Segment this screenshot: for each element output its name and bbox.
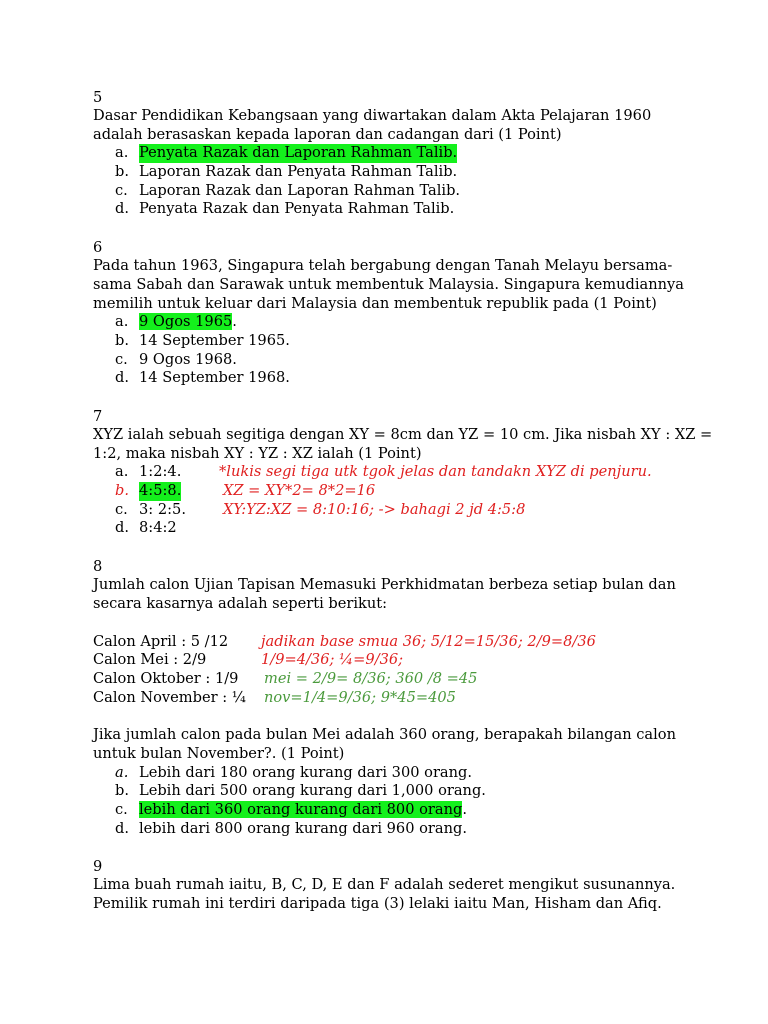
option-a <box>93 144 693 163</box>
working-note: nov=1/4=9/36; 9*45=405 <box>264 688 456 706</box>
option-letter: b. <box>115 331 129 349</box>
option-text-wrap <box>139 801 467 820</box>
option-letter: d. <box>115 200 129 218</box>
option-suffix: . <box>232 313 237 331</box>
option-letter: c. <box>115 500 128 518</box>
question-9 <box>93 857 693 913</box>
option-text: Laporan Razak dan Laporan Rahman Talib. <box>139 181 461 199</box>
question-5 <box>93 88 693 219</box>
option-a <box>93 313 693 332</box>
option-text: Penyata Razak dan Penyata Rahman Talib. <box>139 200 455 218</box>
question-text: Lima buah rumah iaitu, B, C, D, E dan F adalah sederet mengikut susunannya. <box>93 876 676 894</box>
option-d <box>93 820 693 839</box>
question-7 <box>93 407 713 538</box>
question-text: Pemilik rumah ini terdiri daripada tiga (3) lelaki iaitu Man, Hisham dan Afiq. <box>93 895 662 913</box>
option-text: 14 September 1965. <box>139 331 290 349</box>
question-number: 6 <box>93 239 103 257</box>
working-note: mei = 2/9= 8/36; 360 /8 =45 <box>264 669 478 687</box>
working-note: jadikan base smua 36; 5/12=15/36; 2/9=8/36 <box>261 632 596 650</box>
option-d <box>93 200 693 219</box>
option-text: Laporan Razak dan Penyata Rahman Talib. <box>139 163 458 181</box>
question-text: XYZ ialah sebuah segitiga dengan XY = 8cm dan YZ = 10 cm. Jika nisbah XY : XZ = <box>93 426 713 444</box>
question-number: 7 <box>93 408 103 426</box>
option-suffix: . <box>462 801 467 819</box>
option-letter: b. <box>115 163 129 181</box>
option-letter: b. <box>115 482 129 500</box>
question-text: Jika jumlah calon pada bulan Mei adalah 360 orang, berapakah bilangan calon <box>93 726 676 744</box>
option-text-correct: lebih dari 360 orang kurang dari 800 orang <box>139 801 463 819</box>
option-c <box>93 182 693 201</box>
option-letter: a. <box>115 763 129 781</box>
question-text: memilih untuk keluar dari Malaysia dan membentuk republik pada (1 Point) <box>93 294 657 312</box>
option-text: 8:4:2 <box>139 519 177 537</box>
option-letter: a. <box>115 463 129 481</box>
handwritten-note: *lukis segi tiga utk tgok jelas dan tandakn XYZ di penjuru. <box>219 463 652 481</box>
option-b <box>93 163 693 182</box>
working-note: 1/9=4/36; ¼=9/36; <box>261 651 404 669</box>
question-8 <box>93 557 693 838</box>
question-number: 5 <box>93 89 103 106</box>
option-text-correct: 9 Ogos 1965 <box>139 313 233 331</box>
question-number: 8 <box>93 558 103 576</box>
option-letter: c. <box>115 801 128 819</box>
option-d <box>93 519 693 538</box>
option-text: 1:2:4. <box>139 463 182 481</box>
calon-label: Calon Oktober : 1/9 <box>93 669 239 687</box>
question-number: 9 <box>93 858 103 876</box>
option-letter: a. <box>115 144 129 162</box>
option-text: 3: 2:5. <box>139 500 186 518</box>
question-text: secara kasarnya adalah seperti berikut: <box>93 594 388 612</box>
calon-label: Calon April : 5 /12 <box>93 632 229 650</box>
option-letter: d. <box>115 369 129 387</box>
question-text: 1:2, maka nisbah XY : YZ : XZ ialah (1 Point) <box>93 444 422 462</box>
question-6 <box>93 238 693 388</box>
calon-label: Calon November : ¼ <box>93 688 246 706</box>
option-a <box>93 463 693 482</box>
option-b <box>93 782 693 801</box>
question-text: untuk bulan November?. (1 Point) <box>93 745 345 763</box>
option-b <box>93 332 693 351</box>
option-letter: c. <box>115 350 128 368</box>
calon-label: Calon Mei : 2/9 <box>93 651 207 669</box>
question-text: Jumlah calon Ujian Tapisan Memasuki Perkhidmatan berbeza setiap bulan dan <box>93 576 676 594</box>
question-text: Dasar Pendidikan Kebangsaan yang diwartakan dalam Akta Pelajaran 1960 <box>93 107 652 124</box>
option-letter: b. <box>115 782 129 800</box>
option-text-correct: 4:5:8. <box>139 482 182 500</box>
option-b <box>93 482 693 501</box>
option-text: Lebih dari 180 orang kurang dari 300 orang. <box>139 763 472 781</box>
calon-row <box>93 633 693 652</box>
question-text: Pada tahun 1963, Singapura telah bergabung dengan Tanah Melayu bersama- <box>93 257 673 275</box>
option-text: 9 Ogos 1968. <box>139 350 237 368</box>
option-letter: d. <box>115 519 129 537</box>
option-text: 14 September 1968. <box>139 369 290 387</box>
handwritten-note: XY:YZ:XZ = 8:10:16; -> bahagi 2 jd 4:5:8 <box>223 500 526 518</box>
calon-row <box>93 689 693 708</box>
option-text: Lebih dari 500 orang kurang dari 1,000 orang. <box>139 782 486 800</box>
option-a <box>93 764 693 783</box>
calon-row <box>93 651 693 670</box>
option-letter: d. <box>115 819 129 837</box>
option-c <box>93 351 693 370</box>
option-text-wrap <box>139 313 237 332</box>
option-letter: c. <box>115 181 128 199</box>
handwritten-note: XZ = XY*2= 8*2=16 <box>223 482 376 500</box>
option-c <box>93 801 693 820</box>
option-letter: a. <box>115 313 129 331</box>
option-d <box>93 369 693 388</box>
calon-row <box>93 670 693 689</box>
document-page <box>93 88 713 914</box>
option-text: lebih dari 800 orang kurang dari 960 orang. <box>139 819 467 837</box>
question-text: adalah berasaskan kepada laporan dan cadangan dari (1 Point) <box>93 125 562 143</box>
option-text-correct: Penyata Razak dan Laporan Rahman Talib. <box>139 144 458 162</box>
option-c <box>93 501 693 520</box>
question-text: sama Sabah dan Sarawak untuk membentuk Malaysia. Singapura kemudiannya <box>93 275 684 293</box>
